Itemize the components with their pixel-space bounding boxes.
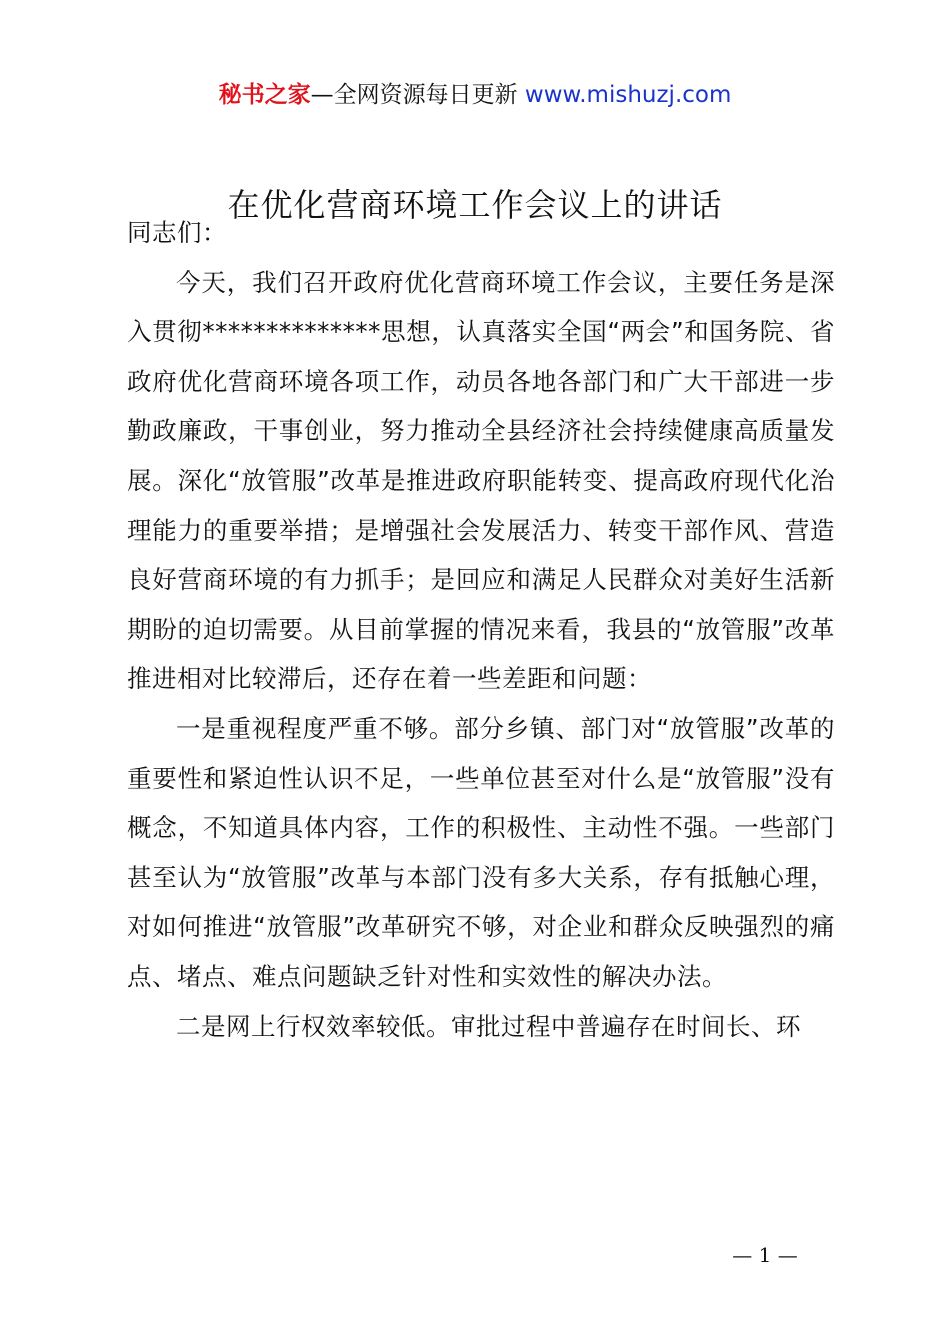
brand-name: 秘书之家 xyxy=(218,82,311,108)
body-paragraph: 今天，我们召开政府优化营商环境工作会议，主要任务是深入贯彻**************思想，认真落实全国“两会”和国务院、省政府优化营商环境各项工作，动员各地各部门和广大干部进一步勤政廉政，干事创业，努力推动全县经济社会持续健康高质量发展。深化“放管服”改革是推进政府职能转变、提高政府现代化治理能力的重要举措；是增强社会发展活力、转变干部作风、营造良好营商环境的有力抓手；是回应和满足人民群众对美好生活新期盼的迫切需要。从目前掌握的情况来看，我县的“放管服”改革推进相对比较滞后，还存在着一些差距和问题： xyxy=(127,267,835,694)
site-tagline: —全网资源每日更新 xyxy=(310,82,525,108)
body-paragraph: 一是重视程度严重不够。部分乡镇、部门对“放管服”改革的重要性和紧迫性认识不足，一些单位甚至对什么是“放管服”没有概念，不知道具体内容，工作的积极性、主动性不强。一些部门甚至认为“放管服”改革与本部门没有多大关系，存有抵触心理，对如何推进“放管服”改革研究不够，对企业和群众反映强烈的痛点、堵点、难点问题缺乏针对性和实效性的解决办法。 xyxy=(127,713,835,991)
document-title: 在优化营商环境工作会议上的讲话 xyxy=(227,186,723,224)
salutation: 同志们： xyxy=(127,218,227,247)
body-paragraph: 二是网上行权效率较低。审批过程中普遍存在时间长、环 xyxy=(176,1011,801,1041)
document-body xyxy=(127,208,835,1051)
page-number: — 1 — xyxy=(732,1243,798,1267)
site-header xyxy=(0,78,950,112)
site-url-link[interactable]: www.mishuzj.com xyxy=(524,82,732,108)
